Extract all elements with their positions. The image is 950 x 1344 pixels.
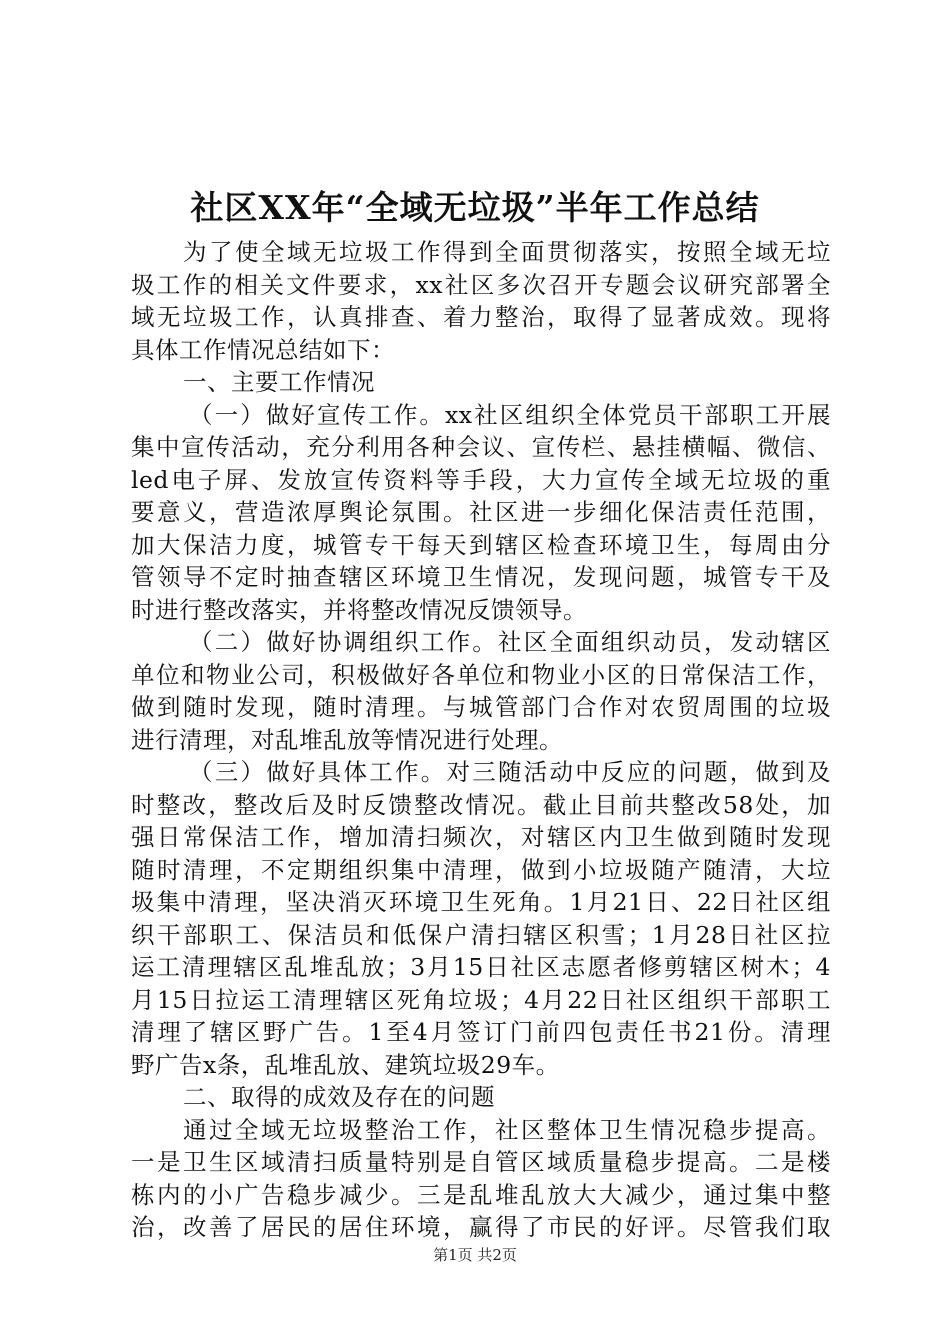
- text-line: 治，改善了居民的居住环境，赢得了市民的好评。尽管我们取: [131, 1213, 831, 1241]
- text-line: 加大保洁力度，城管专干每天到辖区检查环境卫生，每周由分: [131, 530, 831, 559]
- text-line: 进行清理，对乱堆乱放等情况进行处理。: [131, 725, 563, 754]
- text-line: 做到随时发现，随时清理。与城管部门合作对农贸周围的垃圾: [131, 693, 831, 721]
- text-line: （三）做好具体工作。对三随活动中反应的问题，做到及: [189, 758, 831, 786]
- text-line: 月15日拉运工清理辖区死角垃圾；4月22日社区组织干部职工: [131, 985, 831, 1014]
- text-line: 时进行整改落实，并将整改情况反馈领导。: [131, 595, 587, 624]
- text-line: 单位和物业公司，积极做好各单位和物业小区的日常保洁工作，: [131, 660, 831, 689]
- text-line: 清理了辖区野广告。1至4月签订门前四包责任书21份。清理: [131, 1018, 831, 1046]
- text-line: 一是卫生区域清扫质量特别是自管区域质量稳步提高。二是楼: [131, 1148, 831, 1176]
- section-heading: 一、主要工作情况: [183, 368, 375, 396]
- text-line: 通过全域无垃圾整治工作，社区整体卫生情况稳步提高。: [183, 1115, 831, 1144]
- text-line: 域无垃圾工作，认真排查、着力整治，取得了显著成效。现将: [131, 303, 831, 331]
- text-line: （二）做好协调组织工作。社区全面组织动员，发动辖区: [189, 628, 831, 656]
- text-line: 野广告x条，乱堆乱放、建筑垃圾29车。: [131, 1050, 560, 1079]
- text-line: 圾集中清理，坚决消灭环境卫生死角。1月21日、22日社区组: [131, 888, 831, 916]
- text-line: 具体工作情况总结如下：: [131, 335, 395, 364]
- text-line: 栋内的小广告稳步减少。三是乱堆乱放大大减少，通过集中整: [131, 1180, 831, 1209]
- text-line: 管领导不定时抽查辖区环境卫生情况，发现问题，城管专干及: [131, 563, 831, 591]
- text-line: 集中宣传活动，充分利用各种会议、宣传栏、悬挂横幅、微信、: [131, 433, 831, 461]
- text-line: 运工清理辖区乱堆乱放；3月15日社区志愿者修剪辖区树木；4: [131, 953, 831, 981]
- text-line: 时整改，整改后及时反馈整改情况。截止目前共整改58处，加: [131, 790, 831, 819]
- page-number: 第1页 共2页: [433, 1246, 517, 1264]
- text-line: led电子屏、发放宣传资料等手段，大力宣传全域无垃圾的重: [131, 465, 831, 494]
- document-body: [131, 236, 831, 1244]
- text-line: 强日常保洁工作，增加清扫频次，对辖区内卫生做到随时发现: [131, 823, 831, 851]
- text-line: 圾工作的相关文件要求，xx社区多次召开专题会议研究部署全: [131, 270, 831, 299]
- text-line: （一）做好宣传工作。xx社区组织全体党员干部职工开展: [189, 400, 831, 429]
- section-heading: 二、取得的成效及存在的问题: [183, 1083, 495, 1111]
- text-line: 要意义，营造浓厚舆论氛围。社区进一步细化保洁责任范围，: [131, 498, 831, 526]
- text-line: 织干部职工、保洁员和低保户清扫辖区积雪；1月28日社区拉: [131, 920, 831, 949]
- text-line: 随时清理，不定期组织集中清理，做到小垃圾随产随清，大垃: [131, 855, 831, 884]
- document-title: 社区XX年“全域无垃圾”半年工作总结: [190, 188, 760, 227]
- text-line: 为了使全域无垃圾工作得到全面贯彻落实，按照全域无垃: [183, 238, 831, 266]
